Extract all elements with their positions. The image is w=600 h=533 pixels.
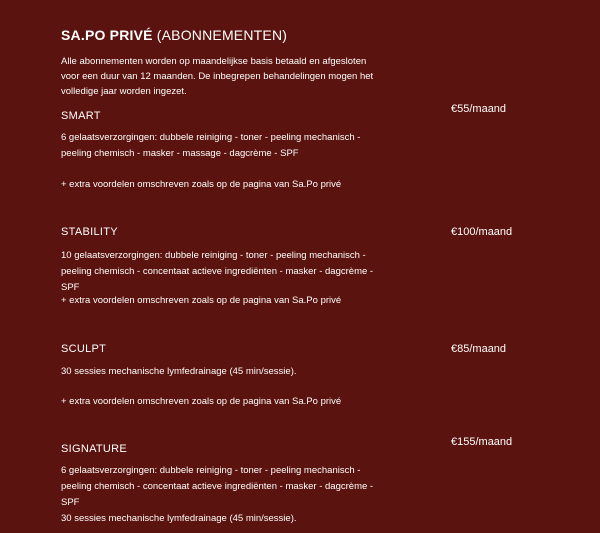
plan-price-sculpt: €85/maand	[451, 343, 507, 355]
plan-price-smart: €55/maand	[451, 103, 507, 115]
plan-extra-sculpt: + extra voordelen omschreven zoals op de pagina van Sa.Po privé	[61, 396, 342, 407]
plan-price-stability: €100/maand	[451, 226, 513, 238]
title-brand: SA.PO PRIVÉ	[61, 27, 153, 43]
plan-price-signature: €155/maand	[451, 436, 513, 448]
page-title	[61, 27, 287, 43]
plan-name-sculpt: SCULPT	[61, 343, 107, 355]
plan-name-smart: SMART	[61, 110, 101, 122]
plan-description-signature: 6 gelaatsverzorgingen: dubbele reiniging - toner - peeling mechanisch - peeling chemisch - concentaat actieve ingrediënten - masker - dagcrème - SPF	[61, 465, 374, 508]
intro-text: Alle abonnementen worden op maandelijkse basis betaald en afgesloten voor een duur van 12 maanden. De inbegrepen behandelingen mogen het volledige jaar worden ingezet.	[61, 56, 374, 97]
plan-description-sculpt: 30 sessies mechanische lymfedrainage (45 min/sessie).	[61, 366, 297, 377]
plan-name-signature: SIGNATURE	[61, 443, 128, 455]
plan-description-smart: 6 gelaatsverzorgingen: dubbele reiniging - toner - peeling mechanisch - peeling chemisch - masker - massage - dagcrème - SPF	[61, 132, 361, 159]
plan-extra-stability: + extra voordelen omschreven zoals op de pagina van Sa.Po privé	[61, 295, 342, 306]
plan-description-stability: 10 gelaatsverzorgingen: dubbele reiniging - toner - peeling mechanisch - peeling chemisch - concentaat actieve ingrediënten - masker - dagcrème - SPF	[61, 250, 374, 293]
title-suffix: (ABONNEMENTEN)	[152, 27, 288, 43]
plan-extra-signature: 30 sessies mechanische lymfedrainage (45 min/sessie).	[61, 513, 297, 524]
plan-extra-smart: + extra voordelen omschreven zoals op de pagina van Sa.Po privé	[61, 179, 342, 190]
plan-name-stability: STABILITY	[61, 226, 118, 238]
